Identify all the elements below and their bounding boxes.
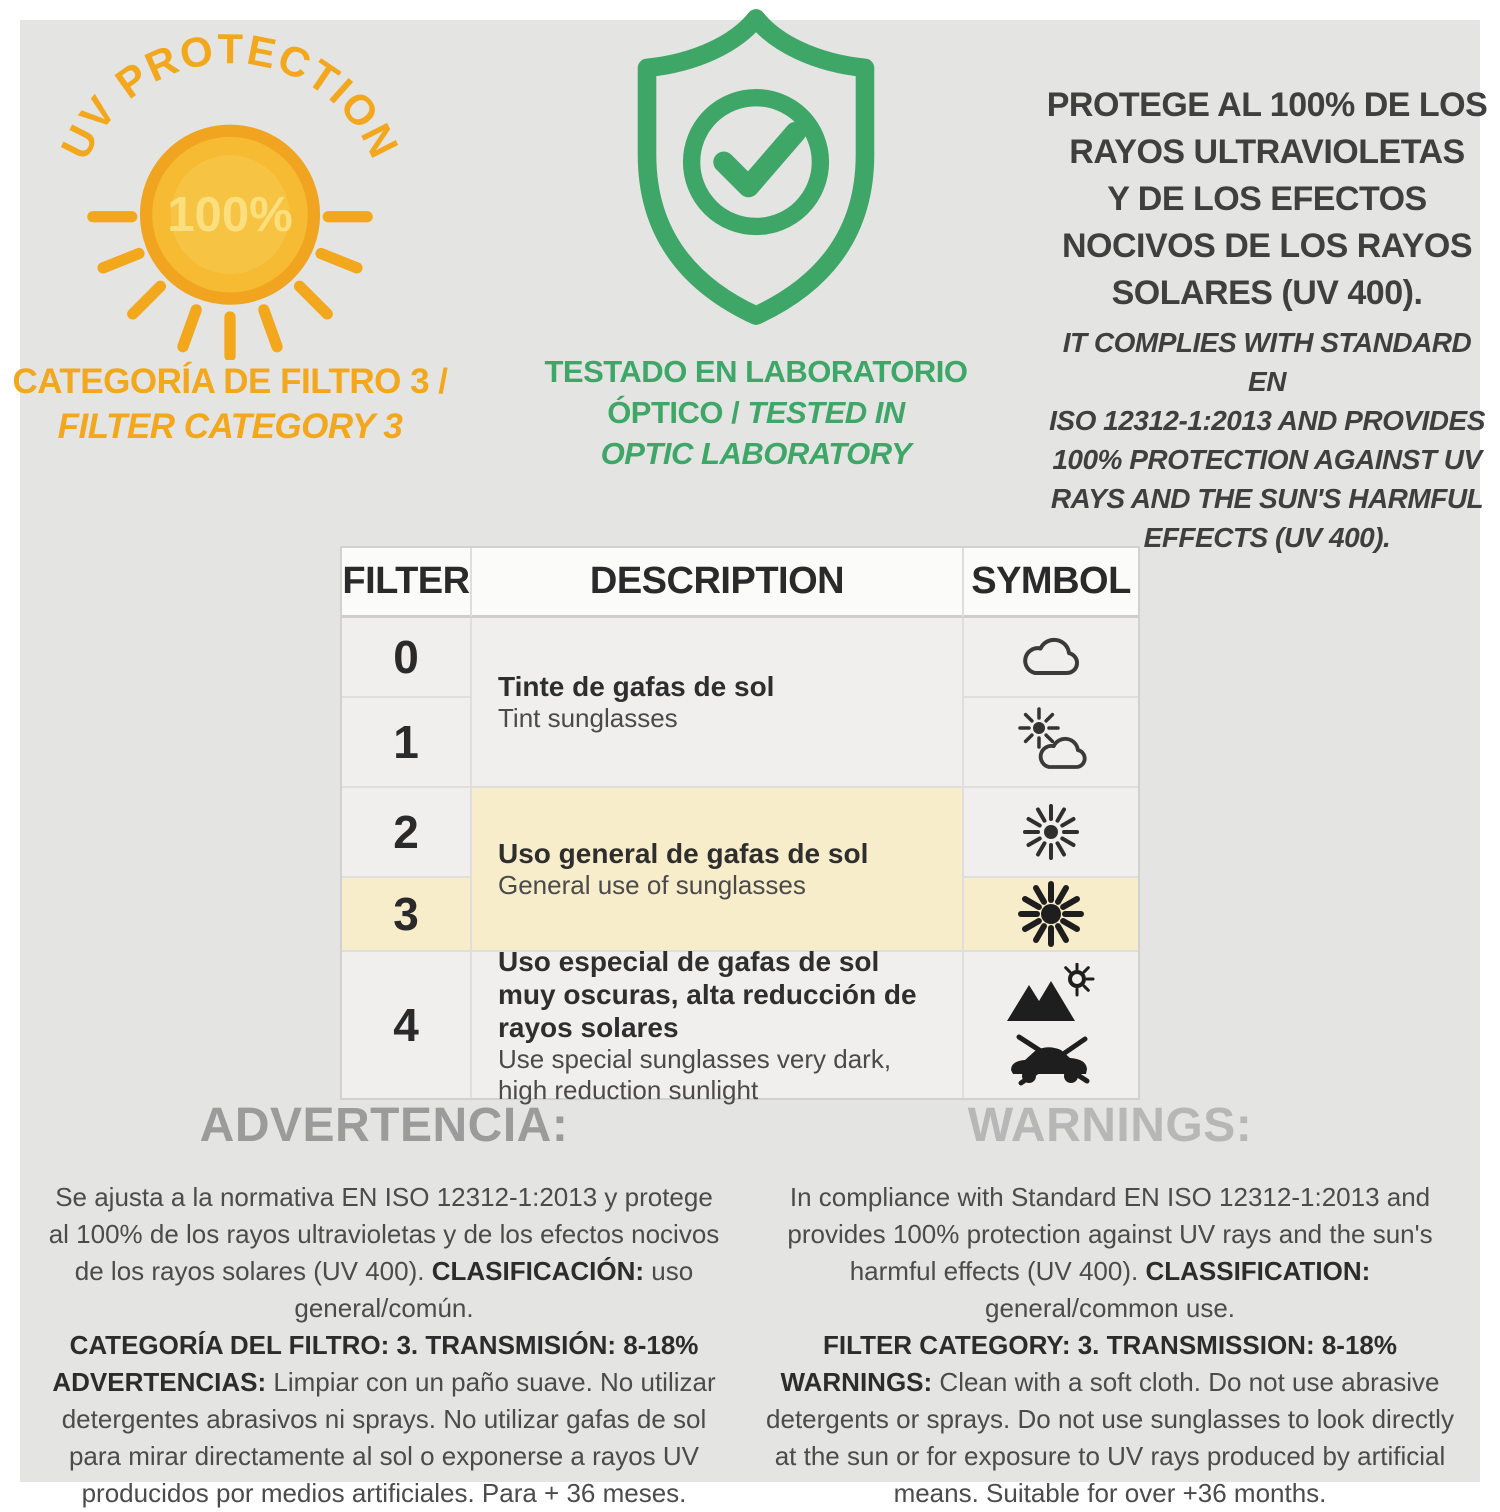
symbol-cell-1 [962, 698, 1138, 788]
description-special-use: Uso especial de gafas de sol muy oscuras, alta reducción de rayos solares Use special sunglasses very dark, high reduction sunlight [470, 952, 962, 1098]
lab-tested-line3: OPTIC LABORATORY [600, 436, 912, 471]
filter-4-cell: 4 [393, 999, 419, 1051]
description-tint-sunglasses: Tinte de gafas de sol Tint sunglasses [470, 618, 962, 788]
filter-category-line-es: CATEGORÍA DEL FILTRO: 3. TRANSMISIÓN: 8-18% [69, 1330, 699, 1360]
uv-protection-badge [8, 12, 452, 449]
warnings-en-heading: WARNINGS: [967, 1099, 1253, 1152]
symbol-cell-4 [962, 952, 1138, 1098]
uv-protection-arc-text: UV PROTECTION [51, 25, 409, 167]
symbol-cell-3 [962, 878, 1138, 952]
lab-tested-badge [530, 6, 982, 474]
symbol-cell-2 [962, 788, 1138, 878]
uv-statement-en: IT COMPLIES WITH STANDARD EN ISO 12312-1:2013 AND PROVIDES 100% PROTECTION AGAINST UV RAYS AND THE SUN'S HARMFUL EFFECTS (UV 400). [1049, 327, 1485, 553]
uv-statement [1044, 82, 1490, 557]
filter-2-cell: 2 [342, 788, 470, 878]
lab-tested-line1: TESTADO EN LABORATORIO [544, 354, 968, 389]
uv-percent-text: 100% [167, 188, 293, 243]
sun-outline-icon [1016, 797, 1086, 867]
filter-category-es: CATEGORÍA DE FILTRO 3 / [12, 362, 448, 401]
no-driving-icon [1003, 1029, 1099, 1087]
shield-check-icon [606, 6, 906, 328]
uv-statement-es: PROTEGE AL 100% DE LOS RAYOS ULTRAVIOLETAS Y DE LOS EFECTOS NOCIVOS DE LOS RAYOS SOLARES (UV 400). [1046, 86, 1488, 312]
filter-category-en: FILTER CATEGORY 3 [57, 407, 403, 446]
warnings-en-body: In compliance with Standard EN ISO 12312-1:2013 and provides 100% protection against UV rays and the sun's harmful effects (UV 400). CLASSIFICATION: general/common use. FILTER CATEGORY: 3. TRANSMISSION: 8-18% WARNINGS: Clean with a soft cloth. Do not use abrasive detergents or sprays. Do not use sunglasses to look directly at the sun or for exposure to UV rays produced by artificial means. Suitable for over +36 months. [756, 1179, 1464, 1512]
symbol-cell-0 [962, 618, 1138, 698]
cloud-icon [1015, 633, 1087, 681]
warnings-spanish [48, 1098, 720, 1512]
mountains-sun-icon [1005, 963, 1097, 1025]
filter-1-cell: 1 [342, 698, 470, 788]
sun-behind-cloud-icon [1009, 702, 1093, 782]
filter-0-cell: 0 [342, 618, 470, 698]
filter-category-table [340, 546, 1140, 1105]
table-header-description: DESCRIPTION [470, 548, 962, 618]
sun-icon [8, 12, 452, 360]
filter-category-line-en: FILTER CATEGORY: 3. TRANSMISSION: 8-18% [823, 1330, 1397, 1360]
warnings-es-body: Se ajusta a la normativa EN ISO 12312-1:2013 y protege al 100% de los rayos ultravioletas y de los efectos nocivos de los rayos solares (UV 400). CLASIFICACIÓN: uso general/común. CATEGORÍA DEL FILTRO: 3. TRANSMISIÓN: 8-18% ADVERTENCIAS: Limpiar con un paño suave. No utilizar detergentes abrasivos ni sprays. No utilizar gafas de sol para mirar directamente al sol o exponerse a rayos UV producidos por medios artificiales. Para + 36 meses. [48, 1182, 720, 1508]
description-general-use: Uso general de gafas de sol General use of sunglasses [470, 788, 962, 952]
lab-tested-text [530, 351, 982, 474]
warnings-es-heading: ADVERTENCIA: [199, 1099, 569, 1152]
table-header-symbol: SYMBOL [962, 548, 1138, 618]
lab-tested-line2: ÓPTICO / TESTED IN [607, 395, 905, 430]
table-header-filter: FILTER [342, 548, 470, 618]
warnings-english [756, 1098, 1464, 1512]
filter-3-cell: 3 [342, 878, 470, 952]
sun-filled-icon [1012, 875, 1090, 953]
filter-category-label [8, 359, 452, 449]
